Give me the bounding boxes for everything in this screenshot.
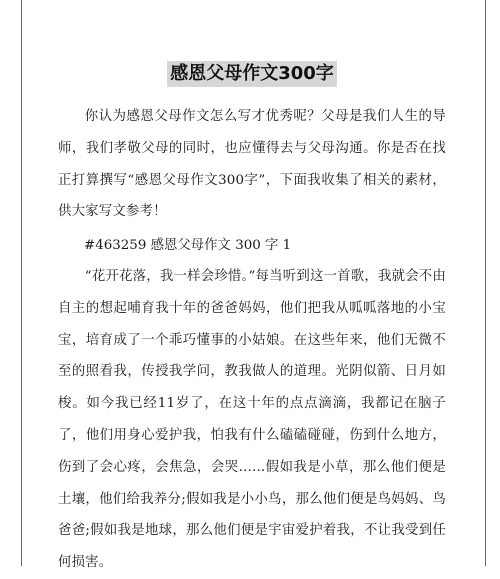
document-title: 感恩父母作文300字 — [167, 61, 337, 87]
title-container — [58, 61, 446, 87]
body-paragraph: “花开花落，我一样会珍惜。”每当听到这一首歌，我就会不由自主的想起哺育我十年的爸爸妈妈，他们把我从呱呱落地的小宝宝，培育成了一个乖巧懂事的小姑娘。在这些年来，他们无微不至的照看我，传授我学问，教我做人的道理。光阴似箭、日月如梭。如今我已经11岁了，在这十年的点点滴滴，我都记在脑子了，他们用身心爱护我，怕我有什么磕磕碰碰，伤到什么地方，伤到了会心疼，会焦急，会哭......假如我是小草，那么他们便是土壤，他们给我养分;假如我是小小鸟，那么他们便是鸟妈妈、鸟爸爸;假如我是地球，那么他们便是宇宙爱护着我，不让我受到任何损害。 — [58, 269, 446, 571]
intro-paragraph: 你认为感恩父母作文怎么写才优秀呢？父母是我们人生的导师，我们孝敬父母的同时，也应懂得去与父母沟通。你是否在找正打算撰写“感恩父母作文300字”，下面我收集了相关的素材，供大家写文参考！ — [58, 109, 446, 220]
section-heading: #463259 感恩父母作文 300 字 1 — [84, 238, 292, 253]
page-border-left — [21, 0, 22, 566]
page-border-right — [485, 0, 486, 566]
